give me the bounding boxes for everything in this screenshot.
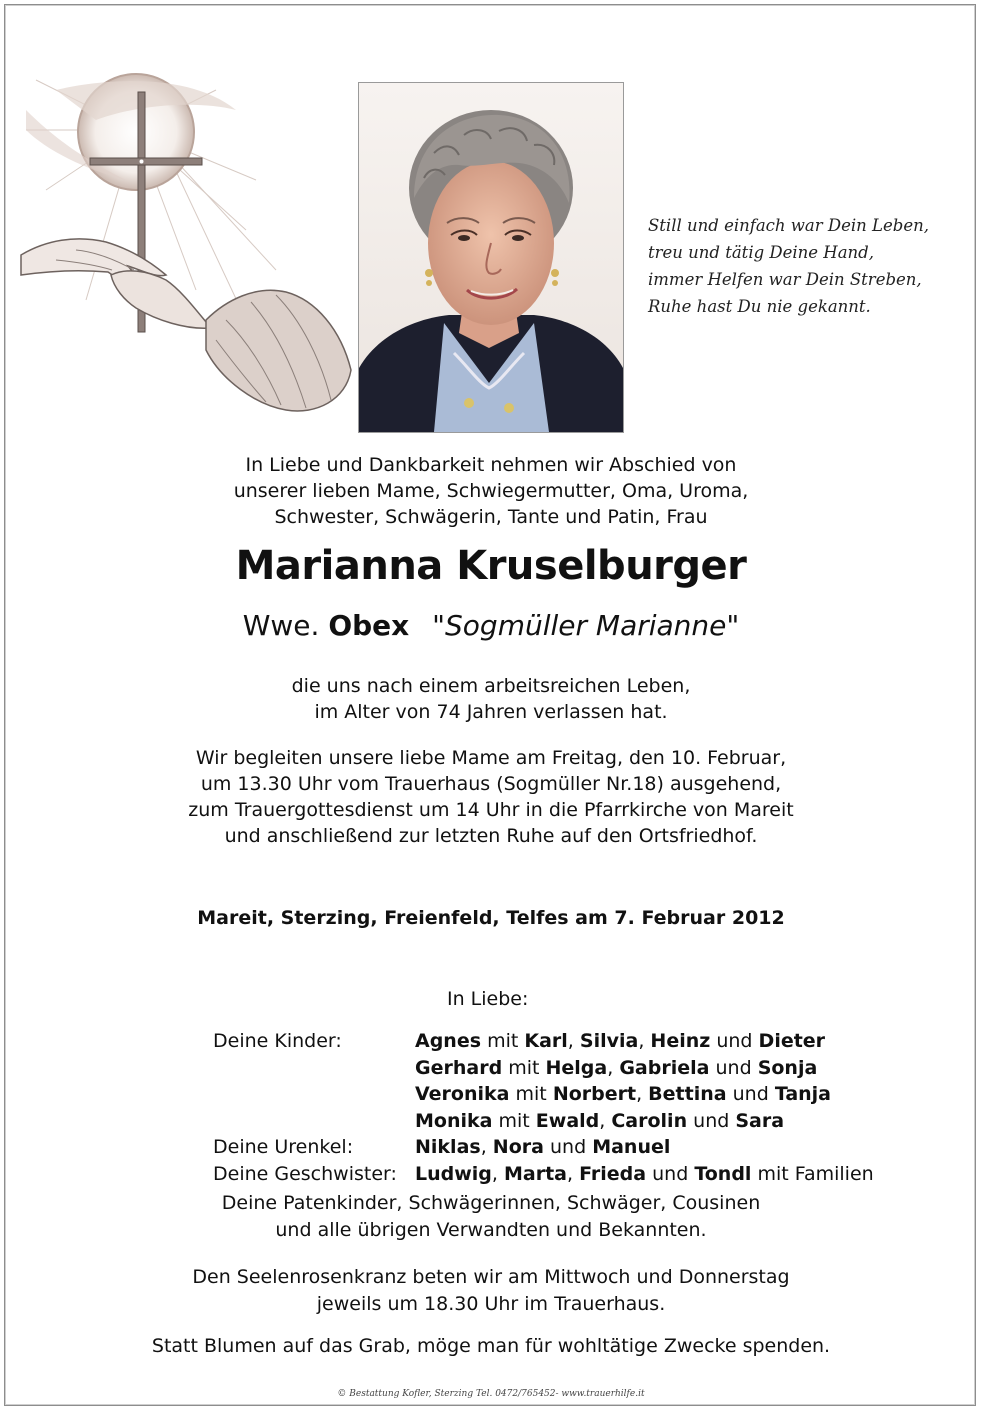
person-name: Ludwig	[415, 1163, 492, 1185]
person-name: Monika	[415, 1109, 493, 1132]
cross-hands-illustration	[16, 70, 356, 430]
funeral-details	[0, 745, 982, 849]
rosary-line: jeweils um 18.30 Uhr im Trauerhaus.	[316, 1292, 666, 1315]
children-label: Deine Kinder:	[213, 1030, 342, 1052]
funeral-line: um 13.30 Uhr vom Trauerhaus (Sogmüller Nr.18) ausgehend,	[200, 773, 782, 795]
children-row	[415, 1108, 831, 1135]
children-row	[415, 1055, 831, 1082]
relatives-line: und alle übrigen Verwandten und Bekannten.	[275, 1218, 707, 1241]
widow-prefix: Wwe.	[242, 609, 320, 642]
connector-text: und	[710, 1030, 759, 1052]
passage-line: die uns nach einem arbeitsreichen Leben,	[291, 675, 691, 697]
poem-line: treu und tätig Deine Hand,	[648, 243, 874, 262]
intro-line: unserer lieben Mame, Schwiegermutter, Oma, Uroma,	[233, 480, 749, 502]
person-name: Agnes	[415, 1030, 482, 1052]
connector-text: mit	[502, 1056, 546, 1079]
person-name: Frieda	[579, 1163, 647, 1185]
connector-text: und	[709, 1056, 758, 1079]
person-name: Dieter	[758, 1030, 826, 1052]
flowers-notice: Statt Blumen auf das Grab, möge man für wohltätige Zwecke spenden.	[151, 1335, 831, 1357]
connector-text: ,	[567, 1163, 580, 1185]
in-liebe-heading: In Liebe:	[447, 988, 529, 1010]
connector-text: und	[726, 1083, 775, 1105]
person-name: Marta	[504, 1163, 568, 1185]
connector-text: ,	[567, 1030, 580, 1052]
person-name: Ewald	[535, 1109, 600, 1132]
poem-line: Ruhe hast Du nie gekannt.	[648, 297, 871, 316]
greatgrand-row	[415, 1134, 670, 1161]
person-name: Sonja	[757, 1056, 818, 1079]
name-subtitle	[0, 608, 982, 644]
poem-line: immer Helfen war Dein Streben,	[648, 270, 922, 289]
person-name: Nora	[492, 1136, 544, 1158]
connector-text: ,	[480, 1136, 493, 1158]
person-name: Carolin	[611, 1109, 688, 1132]
connector-text: mit	[509, 1083, 553, 1105]
portrait-photo	[358, 82, 624, 433]
funeral-line: und anschließend zur letzten Ruhe auf den Ortsfriedhof.	[224, 825, 758, 847]
greatgrand-names	[415, 1134, 670, 1161]
person-name: Manuel	[592, 1136, 671, 1158]
person-name: Niklas	[415, 1136, 481, 1158]
person-name: Bettina	[648, 1083, 727, 1105]
funeral-line: zum Trauergottesdienst um 14 Uhr in die Pfarrkirche von Mareit	[188, 799, 794, 821]
poem-line: Still und einfach war Dein Leben,	[648, 216, 929, 235]
person-name: Norbert	[552, 1083, 637, 1105]
connector-text: ,	[491, 1163, 504, 1185]
greatgrand-label: Deine Urenkel:	[213, 1136, 354, 1158]
connector-text: ,	[599, 1109, 612, 1132]
person-name: Karl	[524, 1030, 568, 1052]
connector-text: mit Familien	[751, 1163, 874, 1185]
connector-text: mit	[481, 1030, 525, 1052]
intro-line: Schwester, Schwägerin, Tante und Patin, Frau	[274, 506, 708, 528]
poem	[648, 212, 968, 320]
footer-credit: © Bestattung Kofler, Sterzing Tel. 0472/765452- www.trauerhilfe.it	[337, 1389, 645, 1399]
children-row	[415, 1081, 831, 1108]
passage-text	[0, 673, 982, 725]
person-name: Sara	[735, 1109, 785, 1132]
connector-text: ,	[607, 1056, 620, 1079]
rosary-notice	[0, 1264, 982, 1317]
person-name: Silvia	[579, 1030, 639, 1052]
funeral-line: Wir begleiten unsere liebe Mame am Freitag, den 10. Februar,	[195, 747, 787, 769]
siblings-row	[415, 1161, 874, 1188]
nickname: "Sogmüller Marianne"	[432, 609, 740, 642]
connector-text: ,	[636, 1083, 649, 1105]
deceased-name: Marianna Kruselburger	[235, 543, 747, 589]
person-name: Veronika	[415, 1083, 510, 1105]
connector-text: und	[687, 1109, 736, 1132]
place-date: Mareit, Sterzing, Freienfeld, Telfes am 7. Februar 2012	[197, 907, 785, 929]
person-name: Tanja	[774, 1083, 832, 1105]
children-row	[415, 1028, 831, 1055]
siblings-names	[415, 1161, 874, 1188]
relatives-line: Deine Patenkinder, Schwägerinnen, Schwäger, Cousinen	[221, 1192, 761, 1214]
intro-text	[0, 452, 982, 530]
connector-text: und	[646, 1163, 695, 1185]
intro-line: In Liebe und Dankbarkeit nehmen wir Abschied von	[245, 454, 737, 476]
other-relatives	[0, 1190, 982, 1243]
connector-text: mit	[492, 1109, 536, 1132]
person-name: Tondl	[694, 1163, 752, 1185]
person-name: Helga	[545, 1056, 608, 1079]
passage-line: im Alter von 74 Jahren verlassen hat.	[314, 701, 668, 723]
person-name: Heinz	[650, 1030, 711, 1052]
person-name: Gabriela	[619, 1056, 710, 1079]
connector-text: und	[543, 1136, 593, 1158]
connector-text: ,	[638, 1030, 651, 1052]
married-name: Obex	[328, 609, 410, 642]
right-hand	[111, 271, 211, 328]
children-names	[415, 1028, 831, 1134]
person-name: Gerhard	[415, 1056, 503, 1079]
rosary-line: Den Seelenrosenkranz beten wir am Mittwoch und Donnerstag	[192, 1266, 790, 1288]
siblings-label: Deine Geschwister:	[213, 1163, 397, 1185]
